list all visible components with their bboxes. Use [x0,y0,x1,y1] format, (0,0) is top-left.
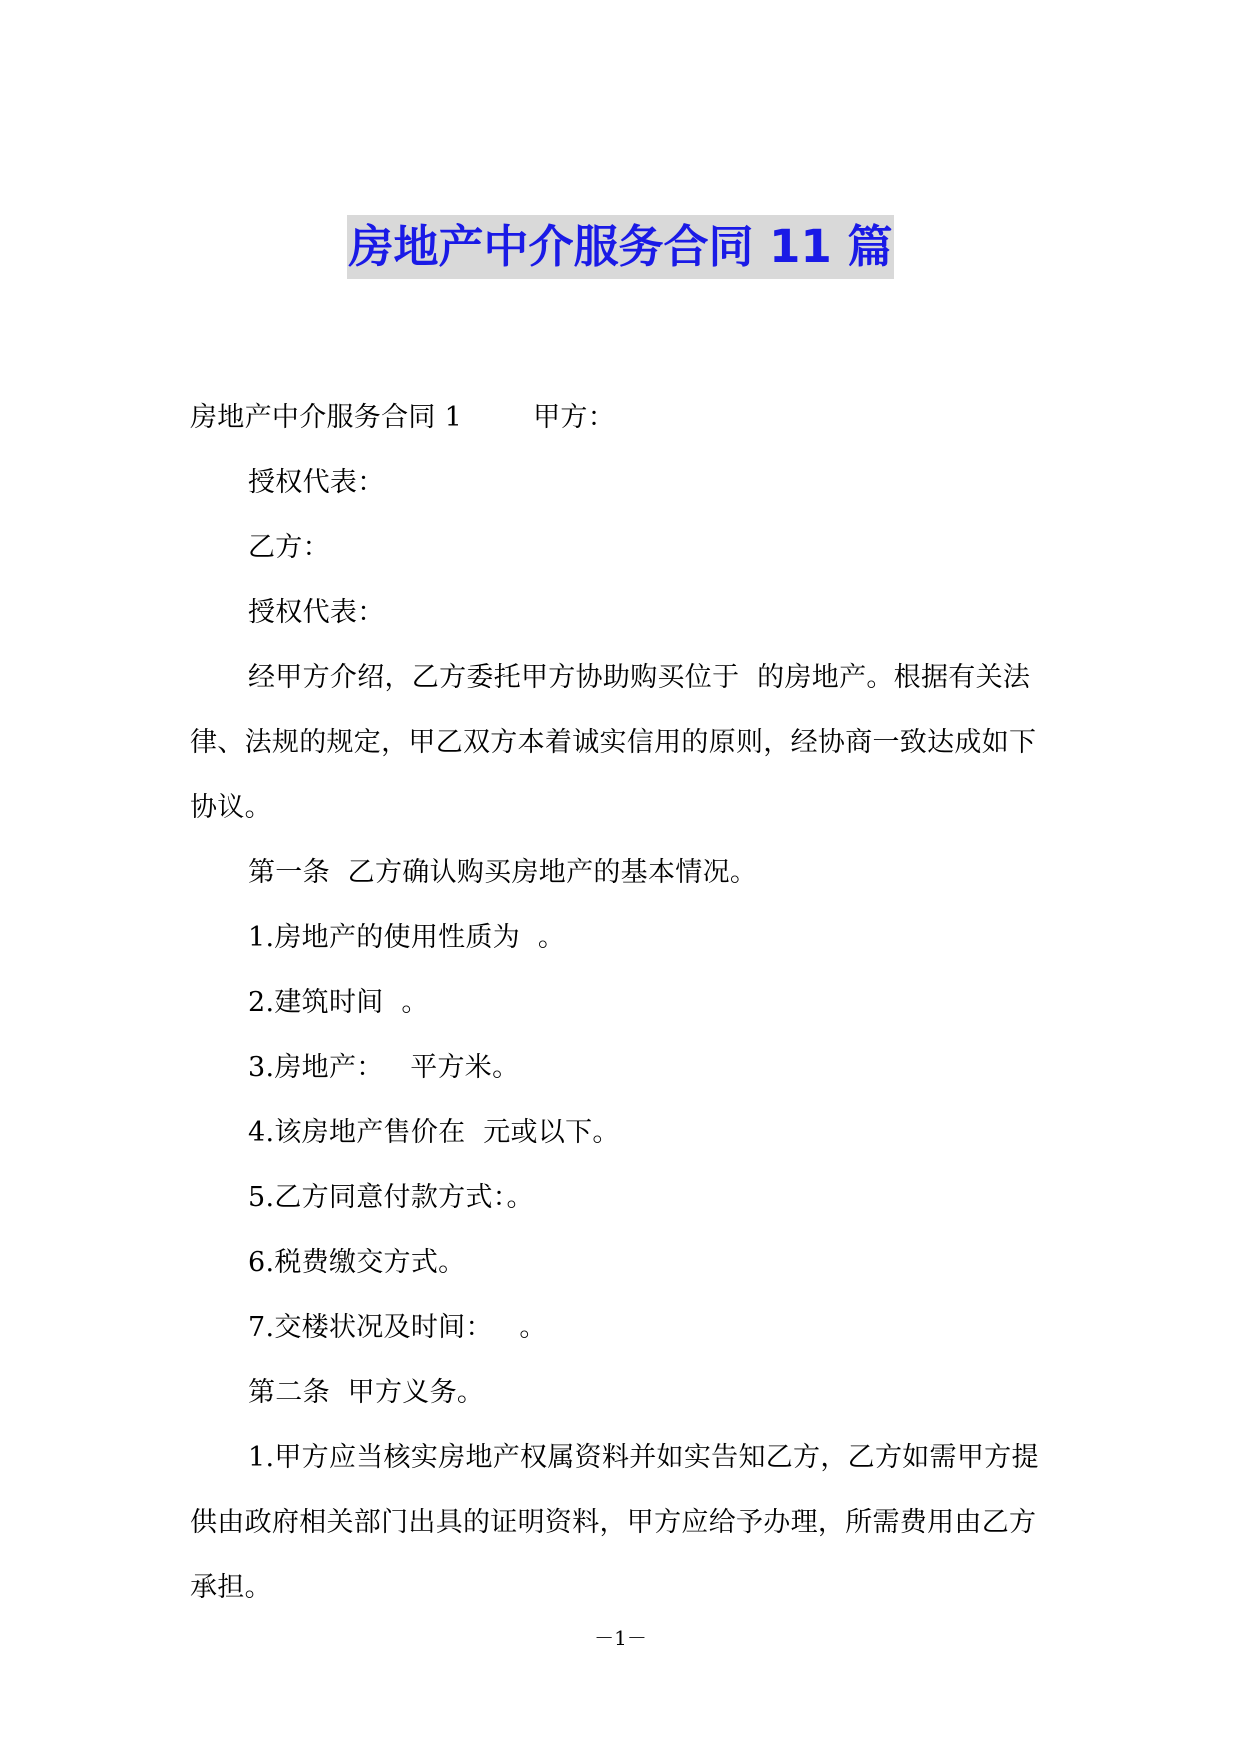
page-number: －1－ [594,1626,647,1650]
paragraph-article-1: 第一条 乙方确认购买房地产的基本情况。 [248,857,758,888]
document-body [190,385,1055,1620]
paragraph-item-6: 6.税费缴交方式。 [248,1247,466,1278]
paragraph-intro: 房地产中介服务合同 1 甲方： [190,402,616,433]
paragraph-preamble: 经甲方介绍，乙方委托甲方协助购买位于 的房地产。根据有关法律、法规的规定，甲乙双方本着诚实信用的原则，经协商一致达成如下协议。 [190,662,1037,823]
title-container [0,215,1241,279]
paragraph-item-5: 5.乙方同意付款方式：。 [248,1182,534,1213]
paragraph-item-2: 2.建筑时间 。 [248,987,429,1018]
paragraph-article-2-item-1: 1.甲方应当核实房地产权属资料并如实告知乙方，乙方如需甲方提供由政府相关部门出具的证明资料，甲方应给予办理，所需费用由乙方承担。 [190,1442,1039,1603]
paragraph-party-b: 乙方： [248,532,330,563]
document-title: 房地产中介服务合同 11 篇 [347,215,895,279]
paragraph-article-2: 第二条 甲方义务。 [248,1377,485,1408]
paragraph-item-3: 3.房地产： 平方米。 [248,1052,520,1083]
paragraph-item-1: 1.房地产的使用性质为 。 [248,922,566,953]
paragraph-item-4: 4.该房地产售价在 元或以下。 [248,1117,620,1148]
paragraph-party-b-representative: 授权代表： [248,597,385,628]
paragraph-party-a-representative: 授权代表： [248,467,385,498]
paragraph-item-7: 7.交楼状况及时间： 。 [248,1312,547,1343]
